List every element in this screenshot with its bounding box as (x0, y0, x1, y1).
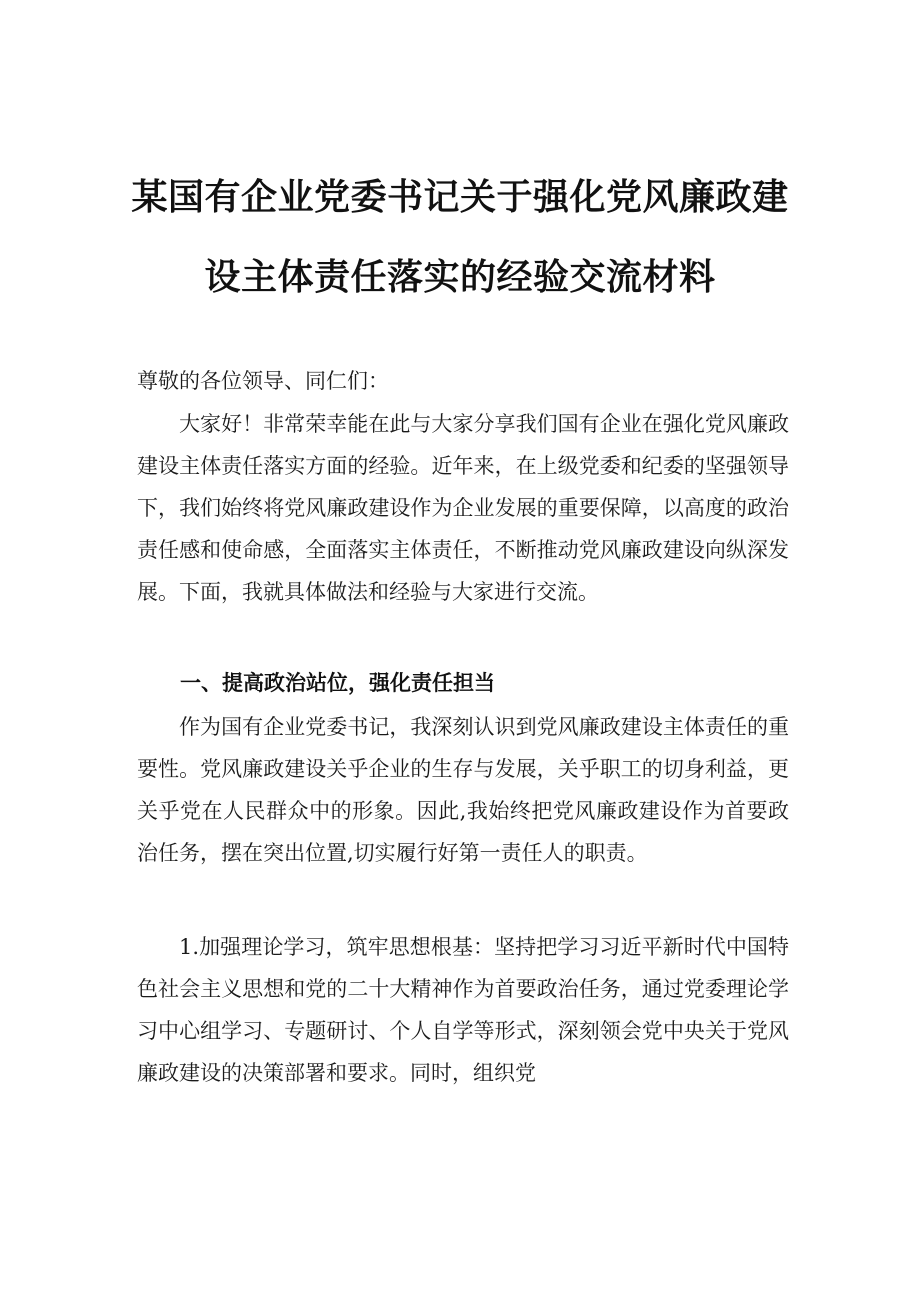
section-heading-1: 一、提高政治站位，强化责任担当 (180, 671, 495, 695)
greeting: 尊敬的各位领导、同仁们： (137, 369, 389, 393)
paragraph-intro: 大家好！非常荣幸能在此与大家分享我们国有企业在强化党风廉政建设主体责任落实方面的经验。近年来，在上级党委和纪委的坚强领导下，我们始终将党风廉政建设作为企业发展的重要保障，以高度的政治责任感和使命感，全面落实主体责任，不断推动党风廉政建设向纵深发展。下面，我就具体做法和经验与大家进行交流。 (137, 412, 789, 604)
document-title-line1: 某国有企业党委书记关于强化党风廉政建 (131, 177, 789, 218)
paragraph-item-1: 1.加强理论学习，筑牢思想根基：坚持把学习习近平新时代中国特色社会主义思想和党的二十大精神作为首要政治任务，通过党委理论学习中心组学习、专题研讨、个人自学等形式，深刻领会党中央关于党风廉政建设的决策部署和要求。同时，组织党 (137, 935, 789, 1085)
paragraph-section1: 作为国有企业党委书记，我深刻认识到党风廉政建设主体责任的重要性。党风廉政建设关乎企业的生存与发展，关乎职工的切身利益，更关乎党在人民群众中的形象。因此,我始终把党风廉政建设作为首要政治任务，摆在突出位置,切实履行好第一责任人的职责。 (137, 715, 789, 865)
document-title-line2: 设主体责任落实的经验交流材料 (204, 257, 716, 298)
